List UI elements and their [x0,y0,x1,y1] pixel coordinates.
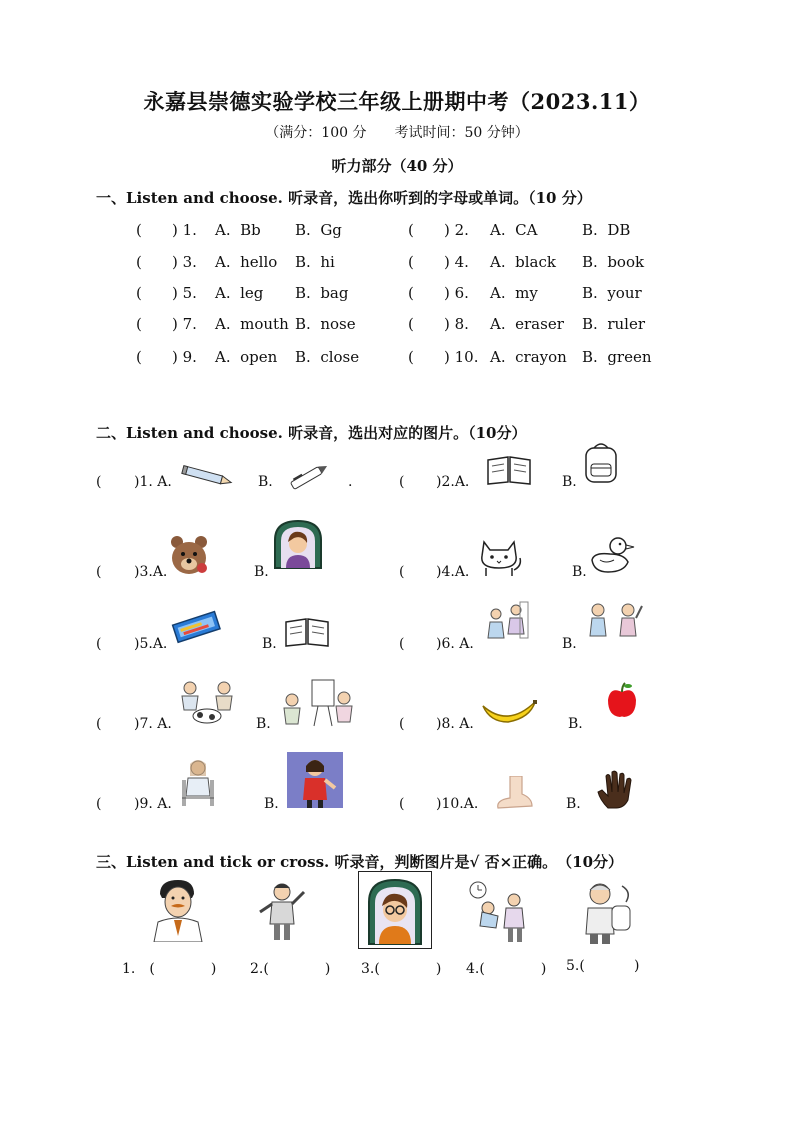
section2-heading: 二、Listen and choose. 听录音，选出对应的图片。（10分） [96,424,527,442]
s2-q8-b: B. [568,716,583,732]
s2-q5-label: )5.A. [134,636,168,652]
s2-q3-b: B. [254,564,269,580]
children-waving-icon [584,600,644,646]
kids-painting-icon [278,676,358,730]
hand-icon [594,770,636,810]
s3-answer-5: 5.( [566,958,585,974]
girl-standing-icon [287,752,343,808]
s2-q2-label: )2.A. [436,474,470,490]
s2-q3-label: )3.A. [134,564,168,580]
boy-with-backpack-icon [572,878,636,944]
s2-q4-b: B. [572,564,587,580]
banana-icon [480,698,538,726]
listening-part-title: 听力部分（40 分） [331,157,463,175]
s1-question-7: ( ) 7. A. mouth B. nose [136,315,356,333]
book-icon [282,614,332,650]
s1-question-3: ( ) 3. A. hello B. hi [136,253,335,271]
pencil-icon [180,462,235,490]
s2-q8-label: )8. A. [436,716,474,732]
boy-with-glasses-frame [358,871,432,949]
s1-question-9: ( ) 9. A. open B. close [136,348,360,366]
man-with-mustache-icon [146,876,208,942]
s2-q10-b: B. [566,796,581,812]
s3-answer-2: 2.( ) [250,961,331,977]
s2-q6-label: )6. A. [436,636,474,652]
s1-question-10: ( ) 10. A. crayon B. green [408,348,652,366]
answer-paren: ( [408,221,414,239]
s1-question-4: ( ) 4. A. black B. book [408,253,645,271]
s2-q2-b: B. [562,474,577,490]
stray-dot: . [348,474,353,490]
s2-q7-label: )7. A. [134,716,172,732]
duck-icon [588,534,636,576]
s1-question-6: ( ) 6. A. my B. your [408,284,642,302]
boy-in-window-icon [272,518,324,570]
answer-paren: ( [136,221,142,239]
cat-icon [474,536,524,578]
s2-q7-b: B. [256,716,271,732]
s2-q5-b: B. [262,636,277,652]
s2-q1-label: )1. A. [134,474,172,490]
apple-icon [604,682,640,720]
s3-answer-1: 1. ( ) [122,961,217,977]
s2-paren: ( [96,474,102,490]
girl-sitting-icon [176,756,218,808]
page-title: 永嘉县崇德实验学校三年级上册期中考（2023.11） [143,89,651,114]
s1-question-1: ( ) 1. A. Bb B. Gg [136,221,342,239]
s3-answer-5-close: ) [634,958,640,974]
s1-question-2: ( ) 2. A. CA B. DB [408,221,631,239]
bear-icon [166,532,212,578]
s3-answer-4: 4.( ) [466,961,547,977]
s2-q6-b: B. [562,636,577,652]
pencil-box-icon [170,608,222,644]
book-icon [484,452,534,488]
s1-question-8: ( ) 8. A. eraser B. ruler [408,315,646,333]
s2-q4-label: )4.A. [436,564,470,580]
s3-answer-3: 3.( ) [361,961,442,977]
boy-bowing-clock-icon [466,880,532,944]
boy-waving-icon [252,878,310,942]
foot-icon [494,776,534,812]
boy-with-glasses-icon [359,872,431,948]
s2-q9-b: B. [264,796,279,812]
s2-q10-label: )10.A. [436,796,479,812]
backpack-icon [578,440,624,486]
s2-q9-label: )9. A. [134,796,172,812]
s1-question-5: ( ) 5. A. leg B. bag [136,284,349,302]
kids-with-dog-icon [176,676,238,726]
section1-heading: 一、Listen and choose. 听录音，选出你听到的字母或单词。（10 分） [96,189,592,207]
pen-icon [284,462,332,492]
s2-q1-b: B. [258,474,273,490]
section3-heading: 三、Listen and tick or cross. 听录音，判断图片是√ 否×正确。 （10分） [96,853,624,871]
children-greeting-icon [482,598,530,650]
exam-info: （满分：100 分 考试时间：50 分钟） [265,125,529,141]
